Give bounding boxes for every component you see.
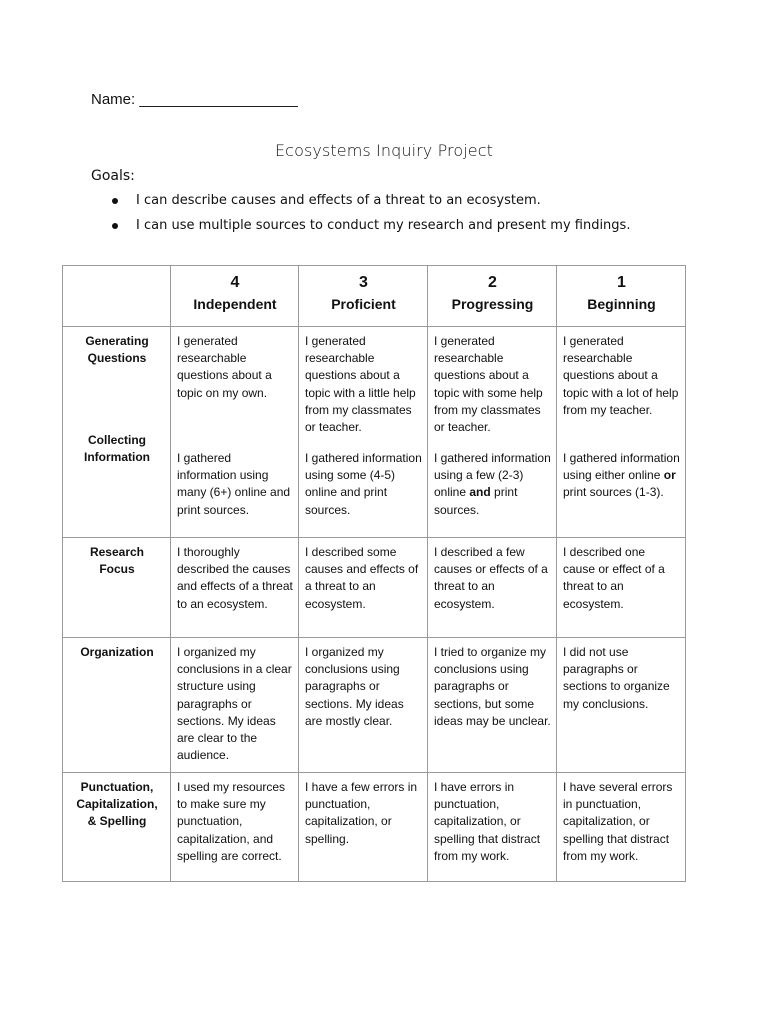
rubric-cell: I tried to organize my conclusions using paragraphs or sections, but some ideas may be unclear. bbox=[428, 638, 557, 773]
rubric-table bbox=[62, 265, 686, 882]
criterion-text: & Spelling bbox=[87, 814, 147, 828]
rubric-cell: I thoroughly described the causes and effects of a threat to an ecosystem. bbox=[171, 538, 299, 638]
level-header bbox=[299, 266, 428, 327]
rubric-cell bbox=[171, 327, 299, 538]
cell-text: I generated researchable questions about a topic with some help from my classmates or teacher. bbox=[434, 334, 543, 435]
criterion-text: Organization bbox=[80, 645, 154, 659]
criterion-label bbox=[63, 638, 171, 773]
cell-text: I gathered information using either online bbox=[563, 451, 680, 483]
page-title: Ecosystems Inquiry Project bbox=[274, 141, 494, 160]
cell-text: I generated researchable questions about a topic with a little help from my classmates or teacher. bbox=[305, 334, 416, 435]
level-name: Proficient bbox=[331, 296, 396, 312]
criterion-text: Information bbox=[84, 450, 150, 464]
rubric-cell: I used my resources to make sure my punctuation, capitalization, and spelling are correct. bbox=[171, 773, 299, 882]
level-header bbox=[557, 266, 686, 327]
cell-text: I generated researchable questions about a topic on my own. bbox=[177, 334, 272, 400]
rubric-cell: I have errors in punctuation, capitalization, or spelling that distract from my work. bbox=[428, 773, 557, 882]
rubric-cell: I have several errors in punctuation, capitalization, or spelling that distract from my work. bbox=[557, 773, 686, 882]
criterion-label bbox=[63, 327, 171, 538]
criterion-text: Capitalization, bbox=[76, 797, 158, 811]
goals-label: Goals: bbox=[91, 168, 135, 184]
level-number: 1 bbox=[617, 274, 626, 291]
rubric-cell bbox=[299, 327, 428, 538]
level-name: Independent bbox=[193, 296, 277, 312]
rubric-cell: I have a few errors in punctuation, capitalization, or spelling. bbox=[299, 773, 428, 882]
rubric-cell: I described one cause or effect of a threat to an ecosystem. bbox=[557, 538, 686, 638]
criterion-text: Questions bbox=[87, 351, 147, 365]
rubric-row-research-focus bbox=[63, 538, 686, 638]
name-field-label: Name: ___________________ bbox=[91, 91, 298, 108]
criterion-text: Collecting bbox=[87, 433, 146, 447]
level-number: 2 bbox=[488, 274, 497, 291]
level-name: Beginning bbox=[587, 296, 656, 312]
emphasis-text: and bbox=[469, 485, 491, 500]
goal-item bbox=[112, 193, 630, 218]
criterion-label bbox=[63, 773, 171, 882]
rubric-cell: I did not use paragraphs or sections to organize my conclusions. bbox=[557, 638, 686, 773]
goal-text: I can describe causes and effects of a threat to an ecosystem. bbox=[136, 193, 541, 208]
rubric-cell bbox=[428, 327, 557, 538]
cell-text: I gathered information using some (4-5) online and print sources. bbox=[305, 451, 422, 517]
rubric-row-punctuation bbox=[63, 773, 686, 882]
criterion-text: Generating bbox=[85, 334, 149, 348]
criterion-text: Punctuation, bbox=[80, 780, 154, 794]
level-header bbox=[171, 266, 299, 327]
criterion-text: Research bbox=[89, 545, 145, 559]
rubric-header-row bbox=[63, 266, 686, 327]
rubric-row-organization bbox=[63, 638, 686, 773]
level-number: 4 bbox=[230, 274, 240, 291]
cell-text: I generated researchable questions about a topic with a lot of help from my teacher. bbox=[563, 334, 679, 417]
rubric-row-generating-collecting bbox=[63, 327, 686, 538]
cell-text: I gathered information using many (6+) online and print sources. bbox=[177, 451, 291, 517]
rubric-cell bbox=[557, 327, 686, 538]
rubric-cell: I described a few causes or effects of a threat to an ecosystem. bbox=[428, 538, 557, 638]
rubric-cell: I organized my conclusions in a clear structure using paragraphs or sections. My ideas are clear to the audience. bbox=[171, 638, 299, 773]
goal-item bbox=[112, 218, 630, 243]
emphasis-text: or bbox=[663, 468, 676, 483]
goal-text: I can use multiple sources to conduct my research and present my findings. bbox=[136, 218, 631, 233]
level-header bbox=[428, 266, 557, 327]
level-name: Progressing bbox=[451, 296, 534, 312]
bullet-icon bbox=[112, 198, 118, 204]
criterion-text: Focus bbox=[99, 562, 135, 576]
corner-cell bbox=[63, 266, 171, 327]
rubric-cell: I described some causes and effects of a threat to an ecosystem. bbox=[299, 538, 428, 638]
criterion-label bbox=[63, 538, 171, 638]
cell-text: print sources. bbox=[434, 485, 518, 517]
cell-text: I gathered information using a few (2-3) online bbox=[434, 451, 551, 500]
level-number: 3 bbox=[359, 274, 368, 291]
rubric-cell: I organized my conclusions using paragraphs or sections. My ideas are mostly clear. bbox=[299, 638, 428, 773]
goals-list bbox=[112, 193, 630, 243]
cell-text: print sources (1-3). bbox=[563, 485, 664, 500]
bullet-icon bbox=[112, 223, 118, 229]
